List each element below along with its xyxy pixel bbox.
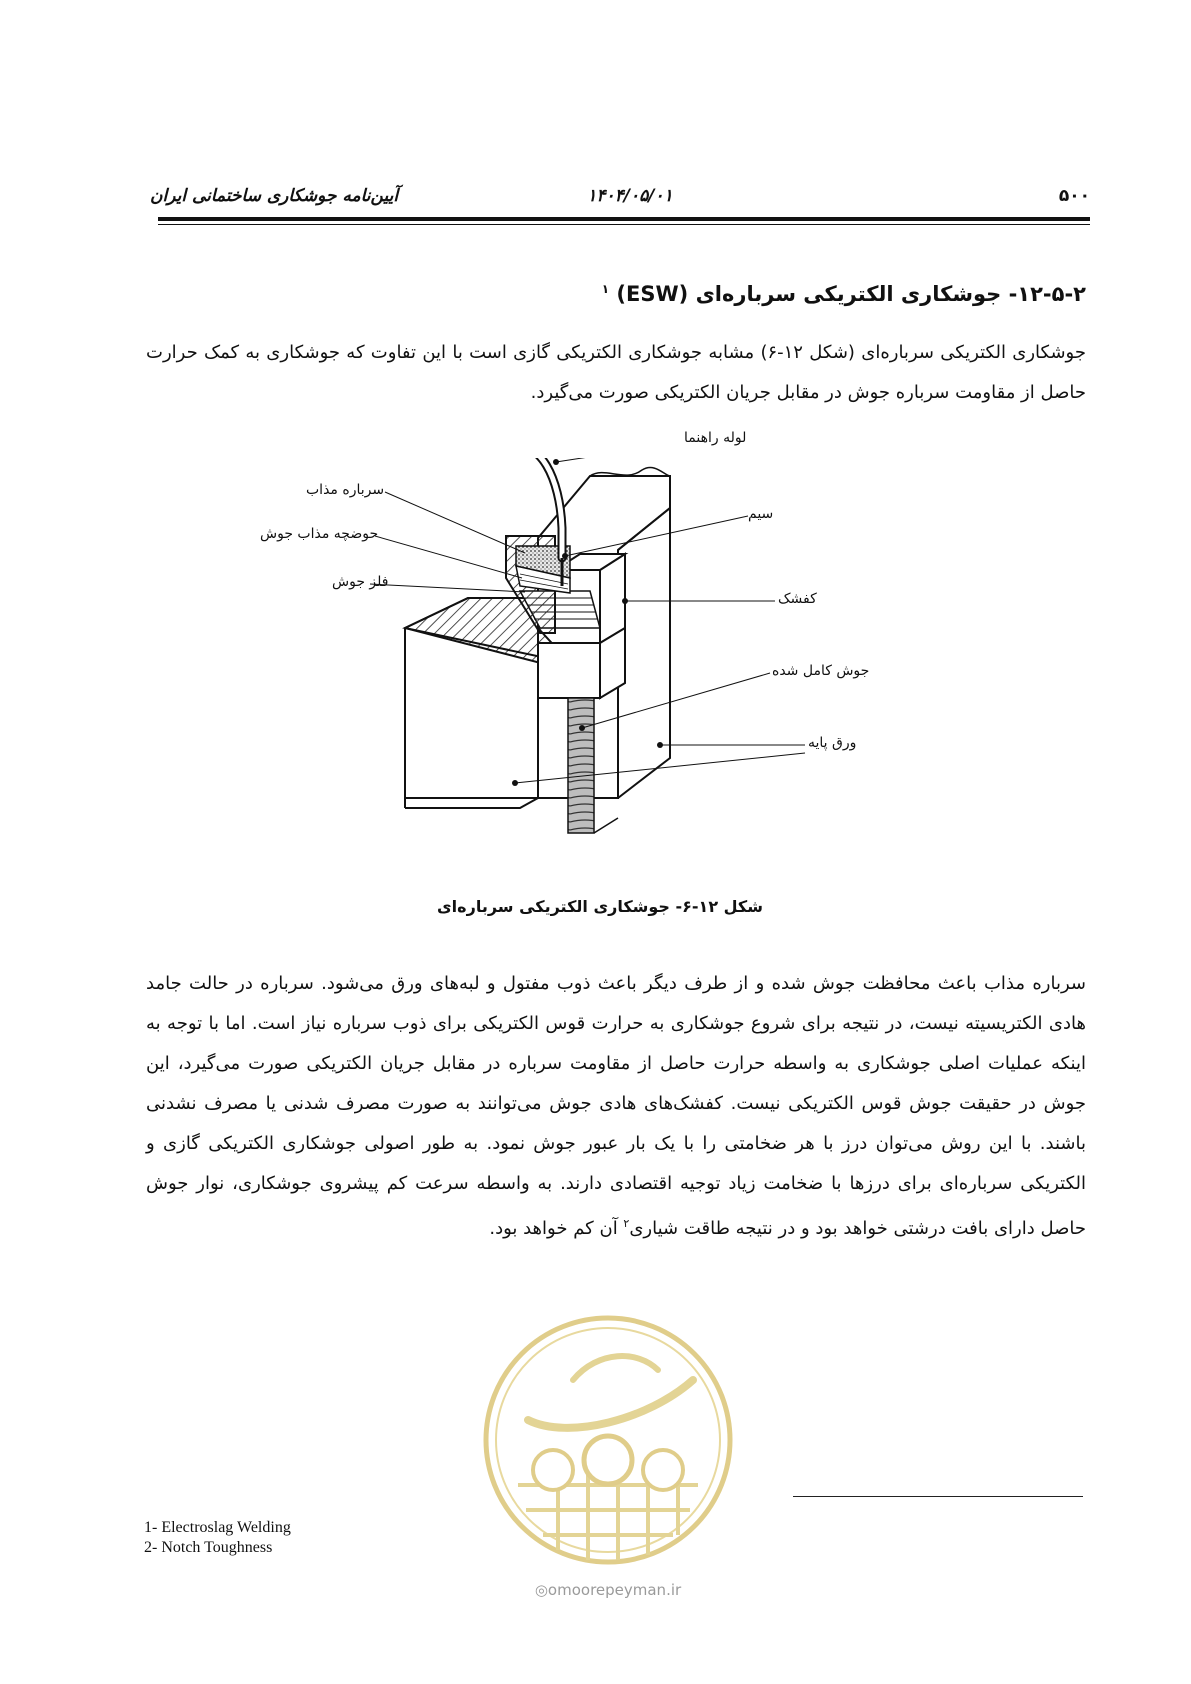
header-title: آیین‌نامه جوشکاری ساختمانی ایران — [150, 186, 399, 206]
globe-icon: ◎ — [534, 1581, 548, 1599]
section-number: ۱۲-۵-۲- — [1008, 282, 1086, 306]
header-rule-thick — [158, 217, 1090, 221]
label-wire: سیم — [748, 506, 774, 522]
label-completed-weld: جوش کامل شده — [772, 663, 870, 679]
label-molten-slag: سرباره مذاب — [306, 482, 385, 498]
label-base-plate: ورق پایه — [808, 735, 857, 751]
shoe-lower-block — [538, 643, 600, 698]
intro-paragraph: جوشکاری الکتریکی سرباره‌ای (شکل ۱۲-۶) مشابه جوشکاری الکتریکی گازی است با این تفاوت که جوشکاری به کمک حرارت حاصل از مقاومت سرباره جوش در مقابل جریان الکتریکی صورت می‌گیرد. — [146, 342, 1086, 403]
page-number: ۵۰۰ — [1058, 186, 1090, 206]
footnote-rule — [793, 1496, 1083, 1497]
header-rule-thin — [158, 224, 1090, 225]
watermark-logo — [478, 1310, 738, 1570]
watermark-site-text: omoorepeyman.ir — [547, 1581, 682, 1599]
completed-weld — [568, 698, 594, 833]
label-weld-pool: حوضچه مذاب جوش — [260, 526, 379, 542]
footnote-2: 2- Notch Toughness — [144, 1539, 273, 1556]
footnotes — [144, 1518, 291, 1558]
label-weld-metal: فلز جوش — [332, 574, 389, 590]
body-footnote-ref: ۲ — [623, 1217, 630, 1230]
footnote-1: 1- Electroslag Welding — [144, 1519, 291, 1536]
label-shoe: کفشک — [778, 591, 817, 607]
section-footnote-ref: ۱ — [601, 282, 610, 296]
header-date: ۱۴۰۴/۰۵/۰۱ — [587, 186, 673, 206]
watermark-site — [493, 1581, 723, 1599]
body-paragraph — [146, 964, 1086, 1249]
body-text-part2: آن کم خواهد بود. — [489, 1218, 624, 1239]
label-guide-tube: لوله راهنما — [684, 430, 747, 446]
body-text-part1: سرباره مذاب باعث محافظت جوش شده و از طرف دیگر باعث ذوب مفتول و لبه‌های ورق می‌شود. سرباره در حالت جامد هادی الکتریسیته نیست، در نتیجه برای شروع جوشکاری به حرارت قوس الکتریکی برای ذوب سرباره نیاز است. اما با توجه به اینکه عملیات اصلی جوشکاری به واسطه حرارت حاصل از مقاومت سرباره در مقابل جریان الکتریکی صورت می‌گیرد، این جوش در حقیقت جوش قوس الکتریکی نیست. کفشک‌های هادی جوش می‌توانند به صورت مصرف شدنی یا مصرف نشدنی باشند. با این روش می‌توان درز با هر ضخامتی را با یک بار عبور جوش نمود. به طور اصولی جوشکاری الکتریکی گازی و الکتریکی سرباره‌ای برای درزها با ضخامت زیاد توجیه اقتصادی دارند. به واسطه سرعت کم پیشروی جوشکاری، نوار جوش حاصل دارای بافت درشتی خواهد بود و در نتیجه طاقت شیاری — [146, 973, 1086, 1239]
section-title: جوشکاری الکتریکی سرباره‌ای (ESW) — [616, 282, 1002, 306]
figure-caption: شکل ۱۲-۶- جوشکاری الکتریکی سرباره‌ای — [437, 897, 763, 916]
section-heading — [186, 282, 1086, 306]
esw-figure — [260, 430, 930, 898]
